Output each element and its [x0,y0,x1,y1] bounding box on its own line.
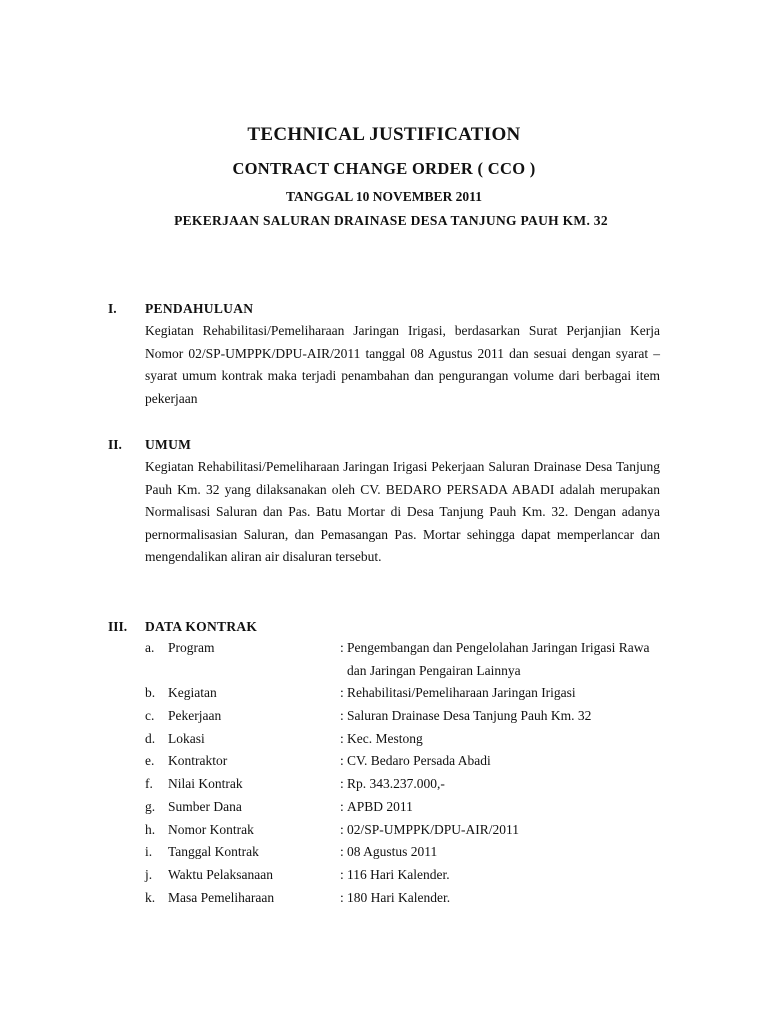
project-name: PEKERJAAN SALURAN DRAINASE DESA TANJUNG PAUH KM. 32 [174,213,608,228]
list-item [0,638,768,683]
item-label: Pekerjaan [168,708,222,724]
list-item [0,820,768,843]
list-item [0,774,768,797]
item-value: Saluran Drainase Desa Tanjung Pauh Km. 32 [347,708,592,724]
item-label: Kegiatan [168,685,217,701]
document-date: TANGGAL 10 NOVEMBER 2011 [286,189,482,204]
item-value: 180 Hari Kalender. [347,889,451,905]
section-paragraph: Kegiatan Rehabilitasi/Pemeliharaan Jaringan Irigasi, berdasarkan Surat Perjanjian Kerja Nomor 02/SP-UMPPK/DPU-AIR/2011 tanggal 08 Agustus 2011 dan sesuai dengan syarat – syarat umum kontrak maka terjadi penambahan dan pengurangan volume dari berbagai item pekerjaan [145,323,660,406]
item-letter: g. [145,798,156,814]
item-value: Rehabilitasi/Pemeliharaan Jaringan Irigasi [347,685,576,701]
item-value: 08 Agustus 2011 [347,844,438,860]
section-number: II. [108,437,122,452]
item-label: Program [168,640,215,655]
item-colon: : [340,844,344,860]
item-colon: : [340,708,344,724]
list-item [0,865,768,888]
item-value: 116 Hari Kalender. [347,866,450,882]
list-item [0,797,768,820]
item-colon: : [340,685,344,701]
item-label: Tanggal Kontrak [168,844,259,860]
list-item [0,729,768,752]
item-label: Nilai Kontrak [168,776,243,792]
item-letter: h. [145,821,156,837]
item-letter: k. [145,889,156,905]
item-label: Masa Pemeliharaan [168,889,275,905]
section-body [145,456,660,569]
list-item [0,842,768,865]
section-body [145,320,660,410]
item-label: Waktu Pelaksanaan [168,866,274,882]
item-colon: : [340,640,344,655]
item-label: Nomor Kontrak [168,821,254,837]
item-colon: : [340,776,344,792]
section-title: DATA KONTRAK [145,619,258,634]
item-letter: d. [145,730,156,746]
section-title: UMUM [145,437,192,452]
title-block [0,122,768,230]
item-colon: : [340,730,344,746]
item-colon: : [340,866,344,882]
list-item [0,888,768,911]
item-colon: : [340,821,344,837]
item-letter: i. [145,844,153,860]
item-label: Lokasi [168,730,205,746]
document-title: TECHNICAL JUSTIFICATION [247,124,521,145]
item-label: Kontraktor [168,753,228,769]
section-title: PENDAHULUAN [145,301,254,316]
item-colon: : [340,889,344,905]
item-letter: f. [145,776,153,792]
contract-data-list [0,638,768,910]
item-value: 02/SP-UMPPK/DPU-AIR/2011 [347,821,520,837]
item-label: Sumber Dana [168,798,242,814]
item-value: CV. Bedaro Persada Abadi [347,753,491,769]
item-letter: j. [145,866,153,882]
item-value: Pengembangan dan Pengelolahan Jaringan Irigasi Rawa dan Jaringan Pengairan Lainnya [347,640,650,678]
item-letter: c. [145,708,155,724]
section-paragraph: Kegiatan Rehabilitasi/Pemeliharaan Jaringan Irigasi Pekerjaan Saluran Drainase Desa Tanjung Pauh Km. 32 yang dilaksanakan oleh CV. BEDARO PERSADA ABADI adalah merupakan Normalisasi Saluran dan Pas. Batu Mortar di Desa Tanjung Pauh Km. 32. Dengan adanya pernormalisasian Saluran, dan Pemasangan Pas. Mortar sehingga dapat memperlancar dan mengendalikan aliran air disaluran tersebut. [145,459,660,564]
section-number: III. [108,619,128,634]
item-letter: e. [145,753,155,769]
item-colon: : [340,798,344,814]
item-letter: b. [145,685,156,701]
list-item [0,706,768,729]
item-value: Rp. 343.237.000,- [347,776,445,792]
item-value: Kec. Mestong [347,730,423,746]
item-letter: a. [145,640,155,655]
item-value: APBD 2011 [347,798,413,814]
document-subtitle: CONTRACT CHANGE ORDER ( CCO ) [232,159,536,178]
list-item [0,683,768,706]
item-colon: : [340,753,344,769]
section-number: I. [108,301,117,316]
list-item [0,751,768,774]
